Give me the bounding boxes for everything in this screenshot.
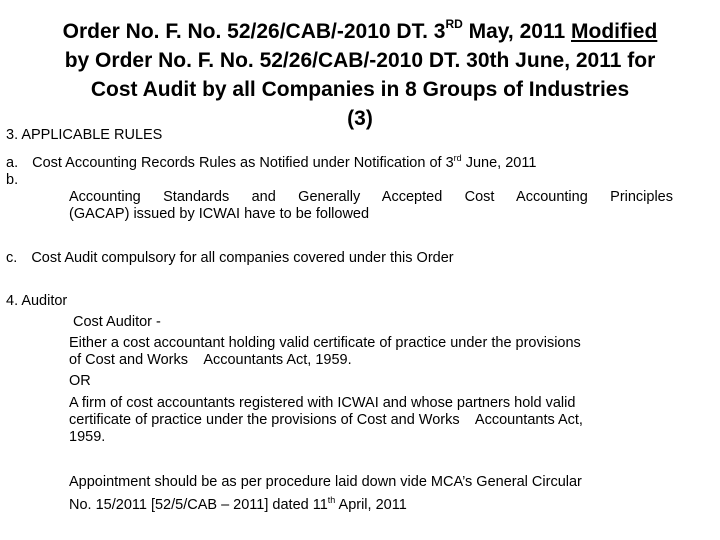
auditor-para1-line2: of Cost and Works Accountants Act, 1959.: [69, 352, 352, 368]
rules-heading: 3. APPLICABLE RULES: [6, 127, 163, 143]
auditor-para2-line1: A firm of cost accountants registered with ICWAI and whose partners hold valid: [69, 395, 576, 411]
auditor-or: OR: [69, 373, 91, 389]
title-line-1: Order No. F. No. 52/26/CAB/-2010 DT. 3RD May, 2011 Modified: [62, 17, 658, 43]
rule-c: [6, 250, 454, 267]
rule-a-marker: a.: [6, 154, 19, 171]
title-modified: Modified: [571, 20, 658, 43]
appointment-line2: No. 15/2011 [52/5/CAB – 2011] dated 11th April, 2011: [69, 495, 407, 513]
rule-b-marker: b.: [6, 172, 19, 188]
rule-a: a. Cost Accounting Records Rules as Notified under Notification of 3rd June, 2011: [6, 153, 537, 171]
rule-b-line-1: Accounting Standards and Generally Accepted Cost Accounting Principles: [69, 189, 673, 205]
title-line-4: (3): [347, 107, 373, 130]
rule-c-text: Cost Audit compulsory for all companies covered under this Order: [31, 250, 454, 266]
rule-b-line-2: (GACAP) issued by ICWAI have to be followed: [69, 206, 370, 222]
title-line-3: Cost Audit by all Companies in 8 Groups of Industries: [90, 78, 630, 101]
auditor-subheading: Cost Auditor -: [73, 314, 161, 330]
rule-c-marker: c.: [6, 250, 18, 266]
auditor-para1-line1: Either a cost accountant holding valid certificate of practice under the provisions: [69, 335, 581, 351]
auditor-para2-line2: certificate of practice under the provisions of Cost and Works Accountants Act,: [69, 412, 583, 428]
appointment-line1: Appointment should be as per procedure laid down vide MCA’s General Circular: [69, 474, 582, 490]
auditor-para2-line3: 1959.: [69, 429, 106, 445]
document-title: [14, 12, 706, 133]
rule-a-text: Cost Accounting Records Rules as Notified under Notification of 3: [32, 154, 454, 171]
auditor-heading: 4. Auditor: [6, 293, 68, 309]
title-line-2: by Order No. F. No. 52/26/CAB/-2010 DT. 30th June, 2011 for: [64, 49, 656, 72]
